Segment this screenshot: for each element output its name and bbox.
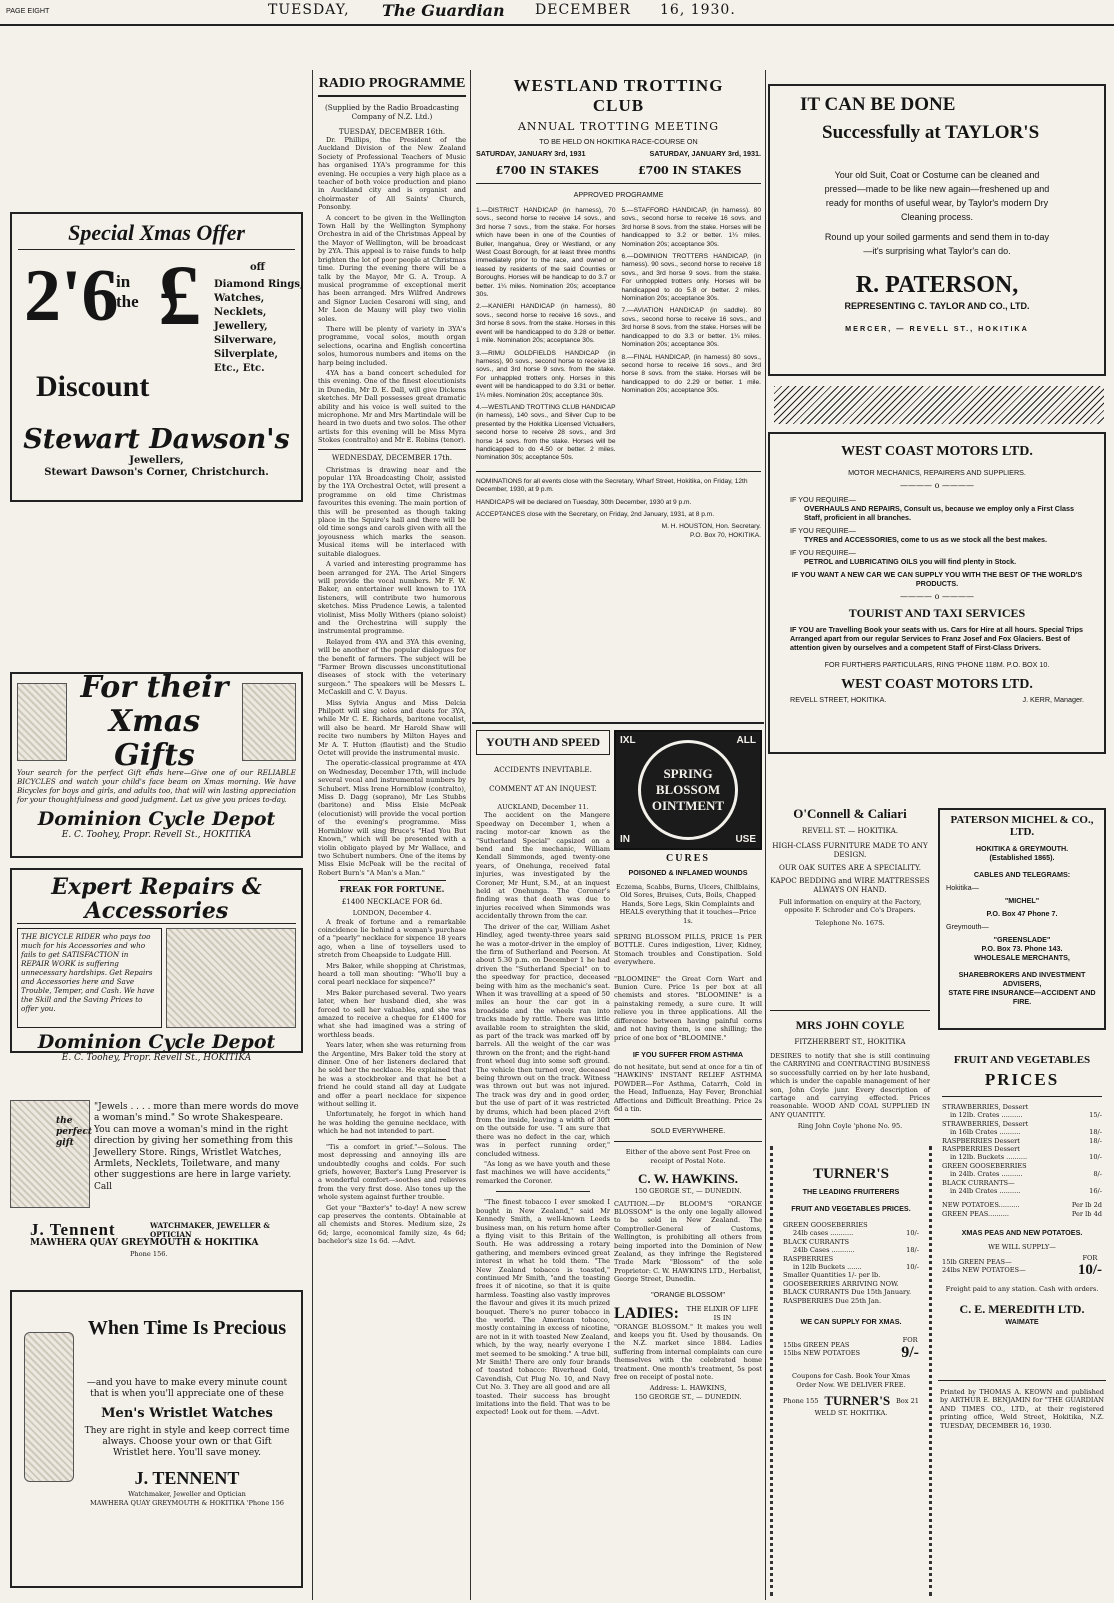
price-item: GOOSEBERRIES ARRIVING NOW. — [783, 1279, 899, 1288]
baxter-paragraph: Get your "Baxter's" to-day! A new screw cap preserves the contents. Obtainable at all chemists and Stores. Medium size, 2s 6d; large, economical family size, 4s 6d; bachelor's size 1s 6d. —Advt. — [318, 1203, 466, 1246]
turner-footer: TURNER'S — [824, 1393, 891, 1409]
gifts-proprietor: E. C. Toohey, Propr. Revell St., HOKITIKA — [61, 830, 252, 840]
section-rule — [338, 880, 446, 881]
turner-price-list — [783, 1221, 919, 1305]
ladies-address: Address: L. HAWKINS, — [649, 1384, 727, 1393]
taylor-headline2: Successfully at TAYLOR'S — [822, 122, 1040, 143]
badge-corner: IXL — [620, 735, 636, 746]
gifts-shop: Dominion Cycle Depot — [37, 808, 276, 830]
repairs-headline: Expert Repairs & Accessories — [17, 875, 296, 924]
coyle-phone: Ring John Coyle 'phone No. 95. — [797, 1122, 903, 1131]
wcm-footer: WEST COAST MOTORS LTD. — [841, 677, 1033, 692]
price-item: 24lb cases ........... — [793, 1229, 854, 1238]
paterson-rep: REPRESENTING C. TAYLOR AND CO., LTD. — [844, 301, 1030, 311]
price-row — [783, 1280, 919, 1288]
race-entry: 4.—WESTLAND TROTTING CLUB HANDICAP (in harness), 140 sovs., and Silver Cup to be presented by the Hokitika Licensed Victuallers, second horse to receive 28 sovs., and 3rd horse 14 sovs. from the stake. Horses will be handicapped to do 4.50 or better. 2 miles. Nomination 30s; acceptance 50s. — [476, 403, 616, 462]
pm-trade: WHOLESALE MERCHANTS, — [974, 953, 1070, 962]
bicycle-man-illustration — [242, 683, 296, 761]
radio-date1: TUESDAY, DECEMBER 16th. — [338, 127, 446, 136]
pm-cables: CABLES AND TELEGRAMS: — [973, 870, 1071, 879]
west-coast-motors-ad — [768, 432, 1106, 754]
section-rule — [942, 1096, 1102, 1097]
price-value: Per lb 4d — [1071, 1209, 1102, 1218]
race-entry: 6.—DOMINION TROTTERS HANDICAP, (in harness). 90 sovs., second horse to receive 18 sovs., and 3rd horse 9 sovs. from the stake. For unhoppled trotters only. Horses will be handicapped to do 5.8 or better. 2 miles. Nomination 20s; acceptance 30s. — [621, 253, 761, 303]
price-value: 10/- — [1089, 1153, 1102, 1162]
price-row — [783, 1221, 919, 1229]
cures-label: CURES — [666, 853, 710, 864]
sold-everywhere: SOLD EVERYWHERE. — [650, 1126, 726, 1136]
column-divider — [765, 70, 766, 1600]
trot-date-left: SATURDAY, JANUARY 3rd, 1931 — [476, 149, 586, 158]
price-item: in 12lb Buckets ....... — [793, 1263, 862, 1272]
meredith-name: C. E. MEREDITH LTD. — [959, 1301, 1085, 1316]
meredith-xmas: XMAS PEAS AND NEW POTATOES. — [961, 1228, 1083, 1238]
tobacco-paragraph: "The finest tobacco I ever smoked I bought in New Zealand," said Mr Kennedy Smith, a well-known Leeds business man, on his return home after a flying visit to this Britain of the South. He was addressing a rotary gathering, and members evinced great interest in what he told them. "The New Zealand tobacco is toasted," continued Mr Smith, "and the toasting frees it of nicotine, so that it is quite harmless. Toasting also vastly improves the flavour and gives it its much prized bouquet. There's no purer tobacco in the world. The American tobacco, mostly containing in excess of nicotine, are not in it with toasted New Zealand, which, by the way, nearly everyone I met seemed to be smoking." A true bill, Mr Smith! There are only four brands of toasted tobacco: Riverhead Gold, Cavendish, Cut Plug No. 10, and Navy Cut No. 3. They are all good and are all toasted. Their success has brought imitations into the field. That was to be expected! Look out for them. —Advt. — [476, 1198, 610, 1417]
wcm-offer: OVERHAULS AND REPAIRS, Consult us, because we employ only a First Class Staff, proficient in all branches. — [804, 504, 1074, 522]
orange-blossom-label: "ORANGE BLOSSOM" — [651, 1289, 725, 1299]
meredith-heading2: PRICES — [984, 1070, 1060, 1089]
ladies-tagline: THE ELIXIR OF LIFE IS IN — [686, 1305, 759, 1322]
race-entry: 7.—AVIATION HANDICAP (in saddle). 80 sovs., second horse to receive 16 sovs., and 3rd horse 8 sovs. from the stake. Horses will be handicapped to do 3.3 or better. 1¼ miles. Nomination 20s; acceptance 30s. — [621, 307, 761, 349]
discount-item: Diamond Rings, — [214, 279, 304, 290]
price-row — [783, 1246, 919, 1254]
price-item: RASPBERRIES — [783, 1254, 834, 1263]
pm-box: P.O. Box 47 Phone 7. — [986, 909, 1058, 918]
price-item: RASPBERRIES Due 25th Jan. — [783, 1296, 882, 1305]
oconnell-body: Full information on enquiry at the Factory, opposite F. Schroder and Co's Drapers. — [778, 898, 922, 915]
radio-paragraph: A varied and interesting programme has been arranged for 2YA. The Ariel Singers will provide the vocal numbers. Mr F. W. Baker, an entertainer well known to 1YA listeners, will contribute two humorous sketches. Miss Prudence Lewis, a talented violinist, Miss Molly Withers (piano soloist) and the Orchestrina will supply the instrumental programme. — [318, 560, 466, 636]
meredith-ad — [938, 1040, 1106, 1376]
ad-title: Special Xmas Offer — [18, 220, 295, 250]
price-value: 10/- — [906, 1263, 919, 1272]
section-rule — [614, 1141, 762, 1142]
repairs-ad — [10, 868, 303, 1063]
paterson-name: R. PATERSON, — [855, 272, 1019, 298]
bloomine-text: "BLOOMINE" the Great Corn Wart and Bunion Cure. Price 1s per box at all chemists and stores. "BLOOMINE" is a painstaking remedy, a sure cure. It will relieve you in three applications. All the difference between having painful corns and not having them, is one shilling; the price of one box of "BLOOMINE." — [614, 974, 762, 1042]
oconnell-phone: Telephone No. 167S. — [815, 918, 885, 927]
price-item: in 16lb Crates .......... — [950, 1128, 1021, 1137]
meredith-offer: 24lbs NEW POTATOES— — [942, 1266, 1026, 1275]
price-row — [942, 1153, 1102, 1161]
meredith-supply: WE WILL SUPPLY— — [988, 1243, 1056, 1252]
pm-greenslade: "GREENSLADE" — [993, 935, 1051, 944]
youth-heading: YOUTH AND SPEED — [476, 730, 610, 755]
wcm-manager: J. KERR, Manager. — [1022, 695, 1084, 704]
radio-paragraph: There will be plenty of variety in 3YA's programme, vocal solos, mouth organ selections, ocarina and English concertina solos, humorous numbers and items on the harp being included. — [318, 324, 466, 367]
price-row — [783, 1263, 919, 1271]
trotting-notice — [476, 76, 761, 708]
printer-imprint: Printed by THOMAS A. KEOWN and published by ARTHUR E. BENJAMIN for "THE GUARDIAN AND TIMES CO., LTD., at their registered printing office, Weld Street, Hokitika, N.Z. TUESDAY, DECEMBER 16, 1930. — [940, 1388, 1104, 1430]
poisoned-label: POISONED & INFLAMED WOUNDS — [628, 868, 748, 877]
ladies-address: 150 GEORGE ST., — DUNEDIN. — [634, 1392, 742, 1401]
badge-text: SPRING BLOSSOM OINTMENT — [651, 766, 725, 813]
wcm-offer: IF YOU WANT A NEW CAR WE CAN SUPPLY YOU WITH THE BEST OF THE WORLD'S PRODUCTS. — [791, 570, 1083, 588]
price-row — [942, 1201, 1102, 1209]
price-row — [942, 1128, 1102, 1136]
price-item: NEW POTATOES.......... — [942, 1201, 1020, 1210]
price-item: in 24lb. Crates .......... — [950, 1170, 1023, 1179]
page-label: PAGE EIGHT — [6, 6, 50, 15]
asthma-text: do not hesitate, but send at once for a tin of "HAWKINS' INSTANT RELIEF ASTHMA POWDER—For Asthma, Catarrh, Cold in the Head, Influenza, Hay Fever, Bronchial Affections and Difficult Breathing. Price 2s 6d a tin. — [614, 1062, 762, 1113]
price-item: STRAWBERRIES, Dessert — [942, 1119, 1029, 1128]
price-row — [783, 1255, 919, 1263]
section-rule — [496, 1191, 590, 1192]
wcm-label: IF YOU REQUIRE— — [790, 495, 856, 504]
turner-heading: TURNER'S — [813, 1166, 889, 1182]
turner-xmas: WE CAN SUPPLY FOR XMAS. — [800, 1317, 902, 1327]
tennent-phone: Phone 156. — [130, 1250, 168, 1258]
tennent-brand: J. Tennent — [30, 1220, 116, 1239]
taylors-ad — [768, 84, 1106, 376]
ointment-list: Eczema, Scabbs, Burns, Ulcers, Chilblains, Old Sores, Bruises, Cuts, Boils, Chapped Hands, Sore Legs, Skin Complaints and HEALS everything that it touches—Price 1s. — [615, 883, 761, 925]
section-rule — [338, 1139, 446, 1140]
price-value: 16/- — [1089, 1187, 1102, 1196]
watch-address: MAWHERA QUAY GREYMOUTH & HOKITIKA 'Phone 156 — [90, 1499, 284, 1507]
price-row — [783, 1238, 919, 1246]
discount-label: Discount — [36, 370, 150, 403]
trot-bottom-rule — [472, 722, 764, 724]
wcm-subheading: MOTOR MECHANICS, REPAIRERS AND SUPPLIERS. — [848, 468, 1026, 477]
stewart-dawson-ad — [10, 212, 303, 502]
trot-title1: WESTLAND TROTTING — [513, 76, 724, 95]
radio-credit: (Supplied by the Radio Broadcasting Company of N.Z. Ltd.) — [324, 103, 460, 121]
ladies-text: "ORANGE BLOSSOM." It makes you well and keeps you fit. Used by thousands. On the N.Z. market since 1884. Ladies suffering from internal complaints can cure themselves with the celebrated home treatment. One month's treatment, 5s post free on receipt of postal note. — [614, 1322, 762, 1382]
price-row — [942, 1179, 1102, 1187]
oconnell-body: KAPOC BEDDING and WIRE MATTRESSES ALWAYS ON HAND. — [770, 876, 930, 894]
price-row — [942, 1145, 1102, 1153]
meredith-town: WAIMATE — [1005, 1316, 1039, 1326]
price-row — [942, 1111, 1102, 1119]
radio-paragraph: Miss Sylvia Angus and Miss Delcia Philpott will sing solos and duets for 3YA, while Mr C. E. Richards, baritone vocalist, will also be heard. Mr Harold Shaw will recite two numbers by Milton Hayes and Mr A. T. Hutton (flautist) and the Studio Octet will provide the instrumental music. — [318, 698, 466, 758]
turner-offer: 15lbs GREEN PEAS — [783, 1340, 850, 1349]
price-item: STRAWBERRIES, Dessert — [942, 1103, 1029, 1111]
trot-rule — [476, 183, 761, 184]
price-row — [942, 1103, 1102, 1111]
stewart-sub2: Stewart Dawson's Corner, Christchurch. — [44, 467, 269, 478]
trot-footer-line: ACCEPTANCES close with the Secretary, on Friday, 2nd January, 1931, at 8 p.m. — [476, 511, 715, 518]
tourist-body: IF YOU are Travelling Book your seats with us. Cars for Hire at all hours. Special Trips Arranged apart from our regular Services to Franz Josef and Fox Glaciers. Best of attention given by ourselves and a competent Staff of First-Class Drivers. — [790, 625, 1084, 652]
trot-date-right: SATURDAY, JANUARY 3rd, 1931. — [649, 149, 761, 158]
wcm-further: FOR FURTHERS PARTICULARS, RING 'PHONE 118M. P.O. BOX 10. — [824, 660, 1050, 669]
repairs-proprietor: E. C. Toohey, Propr. Revell St., HOKITIKA — [61, 1053, 252, 1063]
post-free-text: Either of the above sent Post Free on receipt of Postal Note. — [625, 1148, 751, 1165]
price-item: in 12lb. Crates .......... — [950, 1111, 1023, 1120]
price-row — [942, 1137, 1102, 1145]
youth-paragraph: The driver of the car, William Ashet Hindley, aged twenty-three years said he was a motor-driver in the employ of the firm of Sutherland and Peerson. At about 5.30 p.m. on December 1 he had driven the "Sutherland Special" on to the speedway for practice, deceased being with him as the mechanic's seat. When it was travelling at a speed of 50 miles an hour the car got in a broadside and the wheels ran into tracks made by rattle. There was little available room to straighten the skid, as part of the track was marked off by barrels. All the weight of the car was thrown on the front; and the right-hand front wheel dug into some soft ground. The vehicle then turned over, deceased being thrown out on the track. Witness was thrown out but was not injured. The track was dry and in good order, but the use of part of it was restricted by drums, which had been placed 2½ft from the inside, leaving a width of 30ft on the outside for use. "I am sure that there was no defect in the car, which was in perfect running order," concluded witness. — [476, 922, 610, 1158]
watch-brand: J. TENNENT — [134, 1468, 240, 1488]
price-value: Per lb 2d — [1071, 1201, 1102, 1210]
oconnell-address: REVELL ST. — HOKITIKA. — [801, 826, 899, 835]
price-item: Smaller Quantities 1/- per lb. — [783, 1271, 881, 1280]
radio-paragraph: Relayed from 4YA and 3YA this evening, will be another of the popular dialogues for the benefit of farmers. The subject will be "Farmer Brown discusses unconstitutional diseases of stock with the veterinary surgeon." The speakers will be Messrs L. McCaskill and C. V. Dayus. — [318, 637, 466, 697]
repairs-body: THE BICYCLE RIDER who pays too much for his Accessories and who fails to get SATISFACTION in REPAIR WORK is suffering unnecessary hardships. Get Repairs and Accessories here and Save Trouble, Temper, and Cash. We have the Skill and the Saving Prices to offer you. — [17, 928, 162, 1028]
wcm-heading: WEST COAST MOTORS LTD. — [841, 444, 1033, 459]
turner-for: FOR — [902, 1336, 918, 1345]
price-value: 8/- — [1093, 1170, 1102, 1179]
column-divider — [470, 70, 471, 1600]
discount-item: Necklets, — [214, 307, 267, 318]
masthead-rule — [0, 24, 1114, 26]
ornament-divider: ———— o ———— — [900, 592, 974, 601]
coyle-ad — [770, 1018, 930, 1138]
xmas-gifts-ad — [10, 669, 303, 858]
pound-sign: £ — [158, 247, 201, 343]
race-entry: 1.—DISTRICT HANDICAP (in harness), 70 sovs., second horse to receive 14 sovs., and 3rd horse 7 sovs., from the stake. For horses which have been in one of the Counties of Buller, Inangahua, Grey or Westland, or any West Coast Borough, for at least three months immediately prior to the race, and owned or leased by residents of the said Counties or Boroughs. Horses will be handicap to do 3.7 or better. 1¼ miles. Nomination 20s; acceptance 30s. — [476, 207, 616, 299]
masthead — [0, 0, 1114, 24]
trot-meeting: ANNUAL TROTTING MEETING — [517, 120, 720, 133]
price-row — [783, 1288, 919, 1296]
pills-text: SPRING BLOSSOM PILLS, PRICE 1s PER BOTTLE. Cures indigestion, Liver, Kidney, Stomach troubles and Constipation. Sold everywhere. — [614, 933, 762, 967]
youth-subheading: ACCIDENTS INEVITABLE. — [494, 765, 592, 774]
radio-paragraph: A concert to be given in the Wellington Town Hall by the Wellington Symphony Orchestra in aid of the Christmas Appeal by the Mayor of Wellington, will be broadcast by 2YA. This appeal is to raise funds to help brighten the lot of poor people at Christmas time. During the evening there will be a talk by the Mayor, Mr G. A. Troup. A musical programme of exceptional merit has been arranged. Mrs Wilfred Andrews and Signor Lucien Cesaroni will sing, and Mr Leon de Mauny will play two violin soles. — [318, 213, 466, 323]
youth-paragraph: "As long as we have youth and these fast machines we will have accidents," remarked the Coroner. — [476, 1160, 610, 1185]
trot-held: TO BE HELD ON HOKITIKA RACE-COURSE ON — [539, 137, 698, 146]
taylor-headline1: IT CAN BE DONE — [800, 94, 956, 115]
ladies-heading: LADIES: — [614, 1304, 679, 1322]
price-row — [942, 1187, 1102, 1195]
fortune-paragraph: Unfortunately, he forgot in which hand he was holding the genuine necklace, with which he had not intended to part. — [318, 1110, 466, 1136]
spring-blossom-ad — [614, 730, 762, 1596]
badge-circle — [638, 740, 738, 840]
gifts-headline: For their Xmas Gifts — [80, 669, 229, 773]
discount-item: Silverplate, — [214, 349, 278, 360]
meredith-for: FOR — [1082, 1253, 1098, 1262]
price-item: BLACK CURRANTS — [783, 1237, 850, 1246]
price-item: 24lb Cases ........... — [793, 1246, 855, 1255]
discount-item: Silverware, — [214, 335, 277, 346]
price-item: RASPBERRIES Dessert — [942, 1136, 1020, 1145]
tourist-heading: TOURIST AND TAXI SERVICES — [848, 606, 1026, 620]
radio-paragraph: Dr. Phillips, the President of the Auckland Division of the New Zealand Society of Professional Teachers of Music has organised 1YA's programme for this evening. He occupies a very high place as a teacher of both voice production and piano in Auckland city and is organist and choirmaster of All Saints' Church, Ponsonby. — [318, 136, 466, 212]
coyle-heading: MRS JOHN COYLE — [795, 1018, 905, 1032]
pm-greymouth: Greymouth— — [946, 922, 989, 931]
pm-established: (Established 1865). — [989, 853, 1055, 862]
taylor-body: Your old Suit, Coat or Costume can be cleaned and pressed—made to be like new again—freshened up and ready for months of useful wear, by Taylor's modern Dry Cleaning process. — [824, 170, 1050, 222]
paterson-michel-ad — [938, 808, 1106, 1030]
price-item: in 24lb Crates .......... — [950, 1187, 1021, 1196]
tennent-watch-ad — [10, 1290, 303, 1588]
price-row — [783, 1297, 919, 1305]
tennent-body: "Jewels . . . . more than mere words do move a woman's mind." So wrote Shakespeare. You can move a woman's mind in the right direction by giving her something from this Jewellery Store. Rings, Wristlet Watches, Armlets, Necklets, Toiletware, and many other suggestions are here in large variety. Call — [94, 1102, 299, 1192]
coyle-body: DESIRES to notify that she is still continuing the CARRYING and CONTRACTING BUSINESS so successfully carried on by her late husband, which is under the capable management of her son, John Coyle junr. Every description of cartage and carrying effected. Prices reasonable. WOOD AND COAL SUPPLIED IN ANY QUANTITY. — [770, 1052, 930, 1119]
discount-items — [214, 278, 304, 376]
tennent-address: MAWHERA QUAY GREYMOUTH & HOKITIKA — [30, 1238, 259, 1248]
radio-column — [318, 76, 466, 1596]
wcm-address: REVELL STREET, HOKITIKA. — [790, 695, 887, 704]
youth-subheading2: COMMENT AT AN INQUEST. — [489, 784, 597, 793]
turner-phone: Phone 155 — [783, 1397, 819, 1406]
stakes-left: £700 IN STAKES — [495, 164, 599, 177]
caution-text: CAUTION.—Dr BLOOM'S "ORANGE BLOSSOM" is the only one legally allowed to be sold in New Zealand. The Comptroller-General of Customs, Wellington, is prohibiting all others from being imported into the Dominion of New Zealand, as they infringe the Registered Trade Mark "Blossom" of the sole Proprietor: C. W. HAWKINS LTD., Herbalist, George Street, Dunedin. — [614, 1199, 762, 1284]
watch-body2: They are right in style and keep correct time always. Choose your own or that Gift Wristlet here. You'll save money. — [84, 1426, 290, 1458]
youth-paragraph: The accident on the Mangere Speedway on December 1, when a racing motor-car known as the "Sutherland Special" capsized on a bend and the mechanic, William Kendall Simmonds, aged twenty-one years, of Onehunga, received fatal injuries, was investigated by the Coroner, Mr Hunt, S.M., at an inquest held at Onehunga. The Coroner's finding was that death was due to injuries received when Simmonds was accidentally thrown from the car. — [476, 811, 610, 921]
fortune-paragraph: Mrs Baker, while shopping at Christmas, heard a toll man shouting: "Who'll buy a coral pearl necklace for sixpence?" — [318, 961, 466, 987]
fortune-paragraph: Mrs Baker purchased several. Two years later, when her husband died, she was forced to sell her valuables, and she was amazed to receive a cheque for £1400 for what she had imagined was a string of worthless beads. — [318, 988, 466, 1039]
section-rule — [770, 1010, 930, 1011]
oconnell-body: HIGH-CLASS FURNITURE MADE TO ANY DESIGN. — [772, 841, 928, 859]
perfect-gift-text: the perfect gift — [56, 1116, 92, 1148]
pm-heading: PATERSON MICHEL & CO., LTD. — [950, 814, 1094, 838]
turner-subheading: THE LEADING FRUITERERS — [802, 1187, 900, 1196]
price-row — [942, 1170, 1102, 1178]
fortune-heading: FREAK FOR FORTUNE. — [339, 884, 445, 895]
race-entry: 8.—FINAL HANDICAP, (in harness) 80 sovs., second horse to receive 16 sovs., and 3rd horse 8 sovs. from the stake. Horses will be handicapped to do 2.29 or better. 1 mile. Nomination 20s; acceptance 30s. — [621, 353, 761, 395]
pm-box: P.O. Box 73. Phone 143. — [981, 944, 1063, 953]
pm-hokitika: Hokitika— — [946, 883, 979, 892]
discount-item: Etc., Etc. — [214, 363, 265, 374]
wcm-offer: TYRES and ACCESSORIES, come to us as we stock all the best makes. — [804, 535, 1047, 544]
hatched-border — [774, 386, 1104, 424]
wristwatch-illustration — [24, 1332, 74, 1482]
meredith-freight: Freight paid to any station. Cash with orders. — [945, 1285, 1099, 1294]
taylor-body2: Round up your soiled garments and send them in to-day—it's surprising what Taylor's can do. — [824, 232, 1050, 256]
fortune-paragraph: Years later, when she was returning from the Argentine, Mrs Baker told the story at dinner. One of her listeners declared that he sold her the necklace. He explained that he was a stockbroker and that he bet a friend he could stand all day at Ludgate and offer a pearl necklace for sixpence without selling it. — [318, 1041, 466, 1109]
watch-highlight: Men's Wristlet Watches — [101, 1406, 273, 1421]
watch-trade: Watchmaker, Jeweller and Optician — [128, 1490, 246, 1498]
stewart-brand: Stewart Dawson's — [23, 424, 290, 455]
ornament-divider: ———— o ———— — [900, 481, 974, 490]
radio-paragraph: The operatic-classical programme at 4YA on Wednesday, December 17th, will include several vocal and instrumental numbers by Schubert. Miss Irene Horniblow (contralto), Miss D. Dagg (soprano), Mr Les Stubbs (baritone) and Miss Elsie McPeak (elocutionist) will provide the vocal portion of the evening's programme. Miss Horniblow will sing Bruce's "Had You But Known," which will be presented with a violin obligato played by Mr Wallace, and two Schubert numbers. One of the items by Miss Elsie McPeak will be the recital of Robert Burn's "A Man's a Man." — [318, 759, 466, 877]
pm-trade: STATE FIRE INSURANCE—ACCIDENT AND FIRE. — [948, 988, 1096, 1006]
in-the-label: in the — [116, 272, 139, 311]
rider-illustration — [166, 928, 296, 1028]
pm-trade: SHAREBROKERS AND INVESTMENT ADVISERS, — [958, 970, 1086, 988]
off-label: off — [250, 262, 265, 273]
radio-heading: RADIO PROGRAMME — [318, 76, 466, 97]
masthead-month: DECEMBER — [535, 2, 631, 18]
turner-price: 9/- — [901, 1344, 919, 1362]
oconnell-ad — [770, 806, 930, 1006]
price-row — [783, 1229, 919, 1237]
race-entry: 3.—RIMU GOLDFIELDS HANDICAP (in harness), 90 sovs., second horse to receive 18 sovs., and 3rd horse 9 sovs. from the stake. For unhappled trotters only. Horses in this event will be handicapped to do 3.31 or better. 1¼ miles. Nomination 20s; acceptance 30s. — [476, 349, 616, 399]
price-item: BLACK CURRANTS Due 15th January. — [783, 1288, 912, 1297]
turner-street: WELD ST. HOKITIKA. — [814, 1409, 888, 1418]
discount-item: Jewellery, — [214, 321, 268, 332]
youth-speed-column — [476, 730, 610, 1596]
race-entry: 2.—KANIERI HANDICAP (in harness), 80 sovs., second horse to receive 16 sovs., and 3rd horse 8 sovs. from the stake. Horses in this event will be handicapped to do 3.28 or better. 1 mile. Nomination 20s; acceptance 30s. — [476, 303, 616, 345]
fortune-subheading: £1400 NECKLACE FOR 6d. — [341, 897, 443, 907]
price-item: GREEN PEAS.......... — [942, 1209, 1009, 1218]
tennent-trade: WATCHMAKER, JEWELLER & OPTICIAN — [150, 1221, 270, 1239]
price-row — [942, 1210, 1102, 1218]
turners-ad — [770, 1146, 932, 1596]
stewart-sub1: Jewellers, — [129, 455, 184, 466]
gifts-body: Your search for the perfect Gift ends here—Give one of our RELIABLE BICYCLES and watch your child's face beam on Xmas morning. We have Bicycles for boys and girls, and adults too, that will win lasting appreciation for your thoughtfulness and good judgment. Let us give you prices to-day. — [17, 768, 296, 804]
blossom-badge — [614, 730, 762, 850]
watch-body1: —and you have to make every minute count that is when you'll appreciate one of these — [86, 1378, 288, 1399]
badge-corner: USE — [735, 834, 756, 845]
meredith-offer: 15lb GREEN PEAS— — [942, 1257, 1012, 1266]
trot-signature: M. H. HOUSTON, Hon. Secretary. — [661, 523, 761, 531]
paterson-address: MERCER, — REVELL ST., HOKITIKA — [845, 324, 1029, 333]
meredith-price-list — [942, 1103, 1102, 1218]
baxter-paragraph: "Tis a comfort in grief."—Solous. The most depressing and annoying ills are undoubtedly coughs and colds. For such griefs, however, Baxter's Lung Preserver is a wonderful comfort—soothes and relieves from the very first dose. Also tones up the whole system against further trouble. — [318, 1142, 466, 1202]
turner-subheading2: FRUIT AND VEGETABLES PRICES. — [791, 1204, 911, 1213]
radio-date2: WEDNESDAY, DECEMBER 17th. — [318, 449, 466, 462]
pm-michel: "MICHEL" — [1004, 896, 1040, 905]
masthead-date: 16, 1930. — [660, 2, 736, 18]
turner-coupons: Coupons for Cash. Book Your Xmas Order Now. WE DELIVER FREE. — [791, 1372, 911, 1389]
masthead-day: TUESDAY, — [268, 2, 350, 18]
price-row — [942, 1162, 1102, 1170]
discount-item: Watches, — [214, 293, 265, 304]
price-value: 18/- — [1089, 1136, 1102, 1145]
price-item: BLACK CURRANTS— — [942, 1178, 1015, 1187]
radio-paragraph: 4YA has a band concert scheduled for this evening. One of the finest elocutionists in Dunedin, Mr D. E. Dall, will give Dickens sketches. Mr Dall possesses great dramatic ability and his voice is well suited to the microphone. Mr and Mrs Martindale will be heard in two duets and two solos. The other artists for this evening will be Miss Myra Stokes (contralto) and Mr E. Robins (tenor). — [318, 368, 466, 445]
youth-dateline: AUCKLAND, December 11. — [497, 803, 589, 811]
price-item: RASPBERRIES Dessert — [942, 1145, 1020, 1154]
bicycle-boy-illustration — [17, 683, 67, 761]
approved-programme: APPROVED PROGRAMME — [573, 190, 664, 199]
oconnell-body: OUR OAK SUITES ARE A SPECIALITY. — [778, 863, 922, 872]
price-value: 15/- — [1089, 1111, 1102, 1120]
fortune-paragraph: A freak of fortune and a remarkable coincidence lie behind a woman's purchase of a "pearly" necklace for sixpence 18 years ago, when a line of toysellers used to stretch from Cheapside to Ludgate Hill. — [318, 917, 466, 960]
meredith-price: 10/- — [1077, 1262, 1102, 1279]
trot-footer-line: NOMINATIONS for all events close with the Secretary, Wharf Street, Hokitika, on Friday, 12th December, 1930, at 9 p.m. — [476, 477, 748, 494]
trot-title2: CLUB — [592, 96, 645, 115]
badge-corner: ALL — [736, 735, 756, 746]
hawkins-address: 150 GEORGE ST., — DUNEDIN. — [634, 1187, 742, 1196]
price-figure: 2'6 — [24, 255, 119, 337]
trot-footer-line: HANDICAPS will be declared on Tuesday, 30th December, 1930 at 9 p.m. — [476, 498, 692, 506]
price-value: 18/- — [906, 1246, 919, 1255]
tennent-jewels-ad — [10, 1100, 303, 1262]
price-item: GREEN GOOSEBERRIES — [942, 1161, 1027, 1170]
price-value: 18/- — [1089, 1128, 1102, 1137]
trot-signature: P.O. Box 70, HOKITIKA. — [690, 531, 761, 539]
asthma-heading: IF YOU SUFFER FROM ASTHMA — [632, 1049, 744, 1059]
price-item: GREEN GOOSEBERRIES — [783, 1221, 868, 1229]
wcm-label: IF YOU REQUIRE— — [790, 526, 856, 535]
column-divider — [312, 70, 313, 1600]
wcm-label: IF YOU REQUIRE— — [790, 548, 856, 557]
section-rule — [938, 1380, 1106, 1381]
price-item: in 12lb. Buckets .......... — [950, 1153, 1028, 1162]
pm-subheading: HOKITIKA & GREYMOUTH. — [975, 844, 1069, 853]
section-rule — [614, 1119, 762, 1120]
wcm-offer: PETROL and LUBRICATING OILS you will find plenty in Stock. — [804, 557, 1017, 566]
watch-headline: When Time Is Precious — [87, 1317, 287, 1339]
turner-offer: 15lbs NEW POTATOES — [783, 1349, 861, 1358]
meredith-heading1: FRUIT AND VEGETABLES — [953, 1054, 1091, 1066]
trot-rule — [476, 471, 761, 472]
radio-paragraph: Christmas is drawing near and the popular 1YA Broadcasting Choir, assisted by the 1YA Orchestral Octet, will present a programme on old time Christmas favourites this evening. The main portion of this will be presented as though taking place in the Squire's hall and there will be old time songs and carols given with all the joyousness which marks the season. Musical items will be interlaced with suitable dialogues. — [318, 465, 466, 558]
badge-corner: IN — [620, 834, 630, 845]
price-row — [942, 1120, 1102, 1128]
masthead-paper: The Guardian — [382, 1, 505, 20]
stakes-right: £700 IN STAKES — [638, 164, 742, 177]
price-row — [783, 1271, 919, 1279]
fortune-dateline: LONDON, December 4. — [352, 909, 432, 918]
oconnell-heading: O'Connell & Caliari — [793, 806, 907, 821]
race-entry: 5.—STAFFORD HANDICAP, (in harness). 80 sovs., second horse to receive 16 sovs. and 3rd horse 8 sovs. from the stake. Horses will be handicapped to 3.2 or better. 1¼ miles. Nomination 20s; acceptance 30s. — [621, 207, 761, 248]
turner-box: Box 21 — [895, 1397, 919, 1406]
coyle-address: FITZHERBERT ST., HOKITIKA — [794, 1037, 906, 1046]
repairs-shop: Dominion Cycle Depot — [37, 1031, 276, 1053]
hawkins-name: C. W. HAWKINS. — [637, 1171, 739, 1187]
price-value: 10/- — [906, 1229, 919, 1238]
